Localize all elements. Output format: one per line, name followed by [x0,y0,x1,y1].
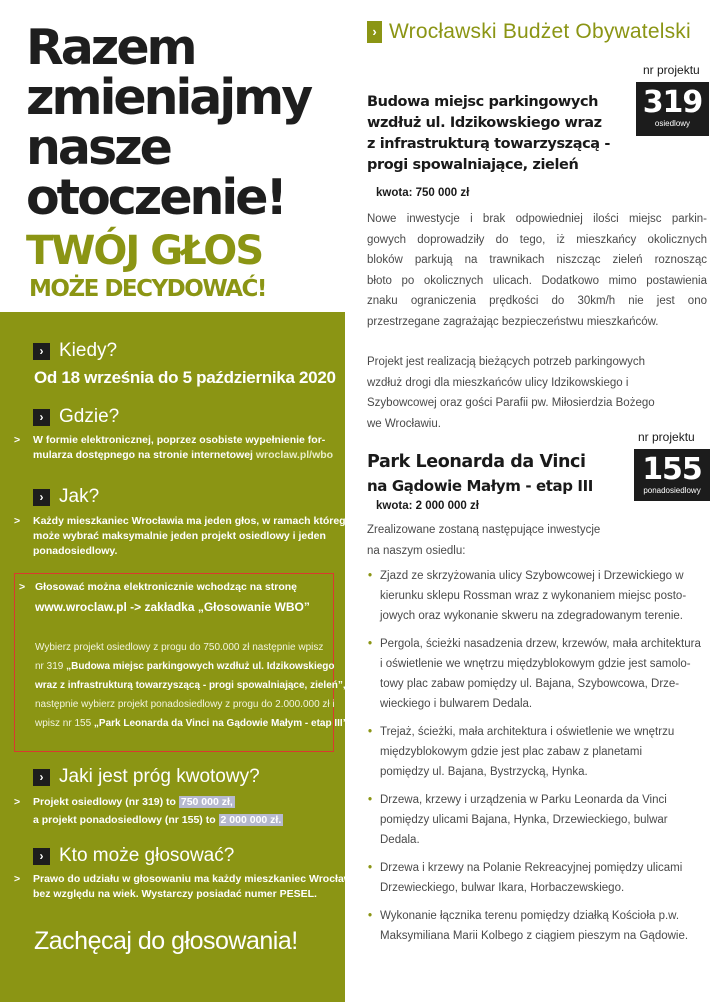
project-2-title: Park Leonarda da Vinci na Gądowie Małym - etap III [367,452,593,495]
project-2-type: ponadosiedlowy [643,486,701,495]
bullet-icon: • [368,910,373,922]
headline-line-4: otoczenie! [26,169,285,226]
list-item: • Pergola, ścieżki nasadzenia drzew, krzewów, mała architektura i oświetlenie we wnętrzu międzyblokowym gdzie jest samolo- towy plac zabaw pomiędzy ul. Bajana, Szybowcowa, Drze- wieckiego i bulwarem Dedala. [368,634,710,714]
arrow-right-icon: > [14,873,21,885]
headline-line-1: Razem [26,19,195,76]
vote-step-1: Wybierz projekt osiedlowy z progu do 750.000 zł następnie wpisz [35,642,324,653]
list-item: • Drzewa i krzewy na Polanie Rekreacyjnej pomiędzy ulicami Drzewieckiego, bulwar Ikara, Horbaczewskiego. [368,858,710,898]
project-1-type: osiedlowy [654,119,691,128]
wbo-link[interactable]: wroclaw.pl/wbo [255,449,334,461]
project-2-intro: Zrealizowane zostaną następujące inwestycje na naszym osiedlu: [367,524,601,557]
when-value: Od 18 września do 5 października 2020 [34,368,336,387]
vote-instructions-box [14,573,348,752]
arrow-right-icon: > [14,796,21,808]
chevron-right-icon: › [33,343,50,360]
list-item: • Wykonanie łącznika terenu pomiędzy działką Kościoła p.w. Maksymiliana Marii Kolbego z ciągiem pieszym na Gądowie. [368,906,710,946]
bullet-icon: • [368,638,373,650]
project-1-label: nr projektu [643,63,700,77]
project-1-amount: kwota: 750 000 zł [376,187,470,199]
chevron-right-icon: › [33,409,50,426]
arrow-right-icon: > [19,581,26,593]
list-item: • Drzewa, krzewy i urządzenia w Parku Leonarda da Vinci pomiędzy ulicami Bajana, Hynka, Drzewieckiego, bulwar Dedala. [368,790,710,850]
project-1-title: Budowa miejsc parkingowych wzdłuż ul. Idzikowskiego wraz z infrastrukturą towarzyszącą - progi spowalniające, zieleń [367,94,610,173]
decide-headline: MOŻE DECYDOWAĆ! [29,276,266,302]
chevron-right-icon: › [33,769,50,786]
vote-step-3: wraz z infrastrukturą towarzyszącą - progi spowalniające, zieleń”, [35,680,346,691]
project-2-badge [634,449,710,501]
vote-step-4: następnie wybierz projekt ponadosiedlowy z progu do 2.000.000 zł i [35,699,335,710]
chevron-right-icon: › [33,848,50,865]
bullet-icon: • [368,862,373,874]
threshold-heading: › Jaki jest próg kwotowy? [33,766,260,788]
headline-line-3: nasze [26,119,170,176]
vote-step-5: wpisz nr 155 „Park Leonarda da Vinci na Gądowie Małym - etap III” [35,718,348,729]
chevron-right-icon: › [367,21,382,43]
project-2-label: nr projektu [638,430,695,444]
wroclaw-link[interactable]: www.wroclaw.pl [35,600,127,614]
list-item: • Trejaż, ścieżki, mała architektura i oświetlenie we wnętrzu międzyblokowym gdzie jest plac zabaw z planetami pomiędzy ul. Bajana, Bystrzycką, Hynka. [368,722,710,782]
threshold-text: > Projekt osiedlowy (nr 319) to 750 000 zł, a projekt ponadosiedlowy (nr 155) to 2 000 000 zł. [14,796,282,826]
bullet-icon: • [368,570,373,582]
who-text: > Prawo do udziału w głosowaniu ma każdy mieszkaniec Wrocławia, bez względu na wiek. Wystarczy posiadać numer PESEL. [14,873,364,900]
amount-osiedlowy: 750 000 zł, [180,796,233,808]
project-1-rationale: Projekt jest realizacją bieżących potrzeb parkingowych wzdłuż drogi dla mieszkańców ulicy Idzikowskiego i Szybowcowej oraz gości Parafii pw. Miłosierdzia Bożego we Wrocławiu. [367,356,655,430]
project-2-items [368,566,710,954]
cta-text: Zachęcaj do głosowania! [34,927,298,955]
bullet-icon: • [368,794,373,806]
headline-line-2: zmieniajmy [26,69,311,126]
how-heading: › Jak? [33,486,99,508]
chevron-right-icon: › [33,489,50,506]
project-1-badge [636,82,709,136]
amount-ponadosiedlowy: 2 000 000 zł. [220,814,282,826]
project-2-number: 155 [642,452,702,487]
wbo-header: › Wrocławski Budżet Obywatelski [367,20,691,44]
arrow-right-icon: > [14,434,21,446]
arrow-right-icon: > [14,515,21,527]
project-1-description: Nowe inwestycje i brak odpowiedniej ilości miejsc parkin- gowych doprowadziły do tego, iż mieszkańcy okolicznych bloków parkują na trawnikach niszcząc zieleń roznosząc błoto po okolicznych ulicach. Dodatkowo mimo postawienia znaku ograniczenia prędkości do 30km/h nie jest ono przestrzegane zagrażając bezpieczeństwu mieszkańców. [367,213,707,328]
who-heading: › Kto może głosować? [33,845,234,867]
when-heading: › Kiedy? [33,340,117,362]
vote-online-text: Głosować można elektronicznie wchodząc na stronę [35,581,297,593]
headline-panel [0,0,345,312]
where-text: > W formie elektronicznej, poprzez osobiste wypełnienie for- mularza dostępnego na stronie internetowej wroclaw.pl/wbo [14,434,334,461]
where-heading: › Gdzie? [33,406,119,428]
project-1-number: 319 [642,85,703,120]
voice-headline: TWÓJ GŁOS [26,228,263,274]
vote-step-2: nr 319 „Budowa miejsc parkingowych wzdłuż ul. Idzikowskiego [35,661,335,672]
list-item: • Zjazd ze skrzyżowania ulicy Szybowcowej i Drzewickiego w kierunku sklepu Rossman wraz z wykonaniem miejsc posto- jowych oraz wykonanie skweru na zdegradowanym terenie. [368,566,710,626]
vote-url-line: www.wroclaw.pl -> zakładka „Głosowanie WBO” [35,600,310,614]
how-text: > Każdy mieszkaniec Wrocławia ma jeden głos, w ramach którego może wybrać maksymalnie jeden projekt osiedlowy i jeden ponadosiedlowy. [14,515,353,557]
project-2-amount: kwota: 2 000 000 zł [376,500,479,512]
bullet-icon: • [368,726,373,738]
